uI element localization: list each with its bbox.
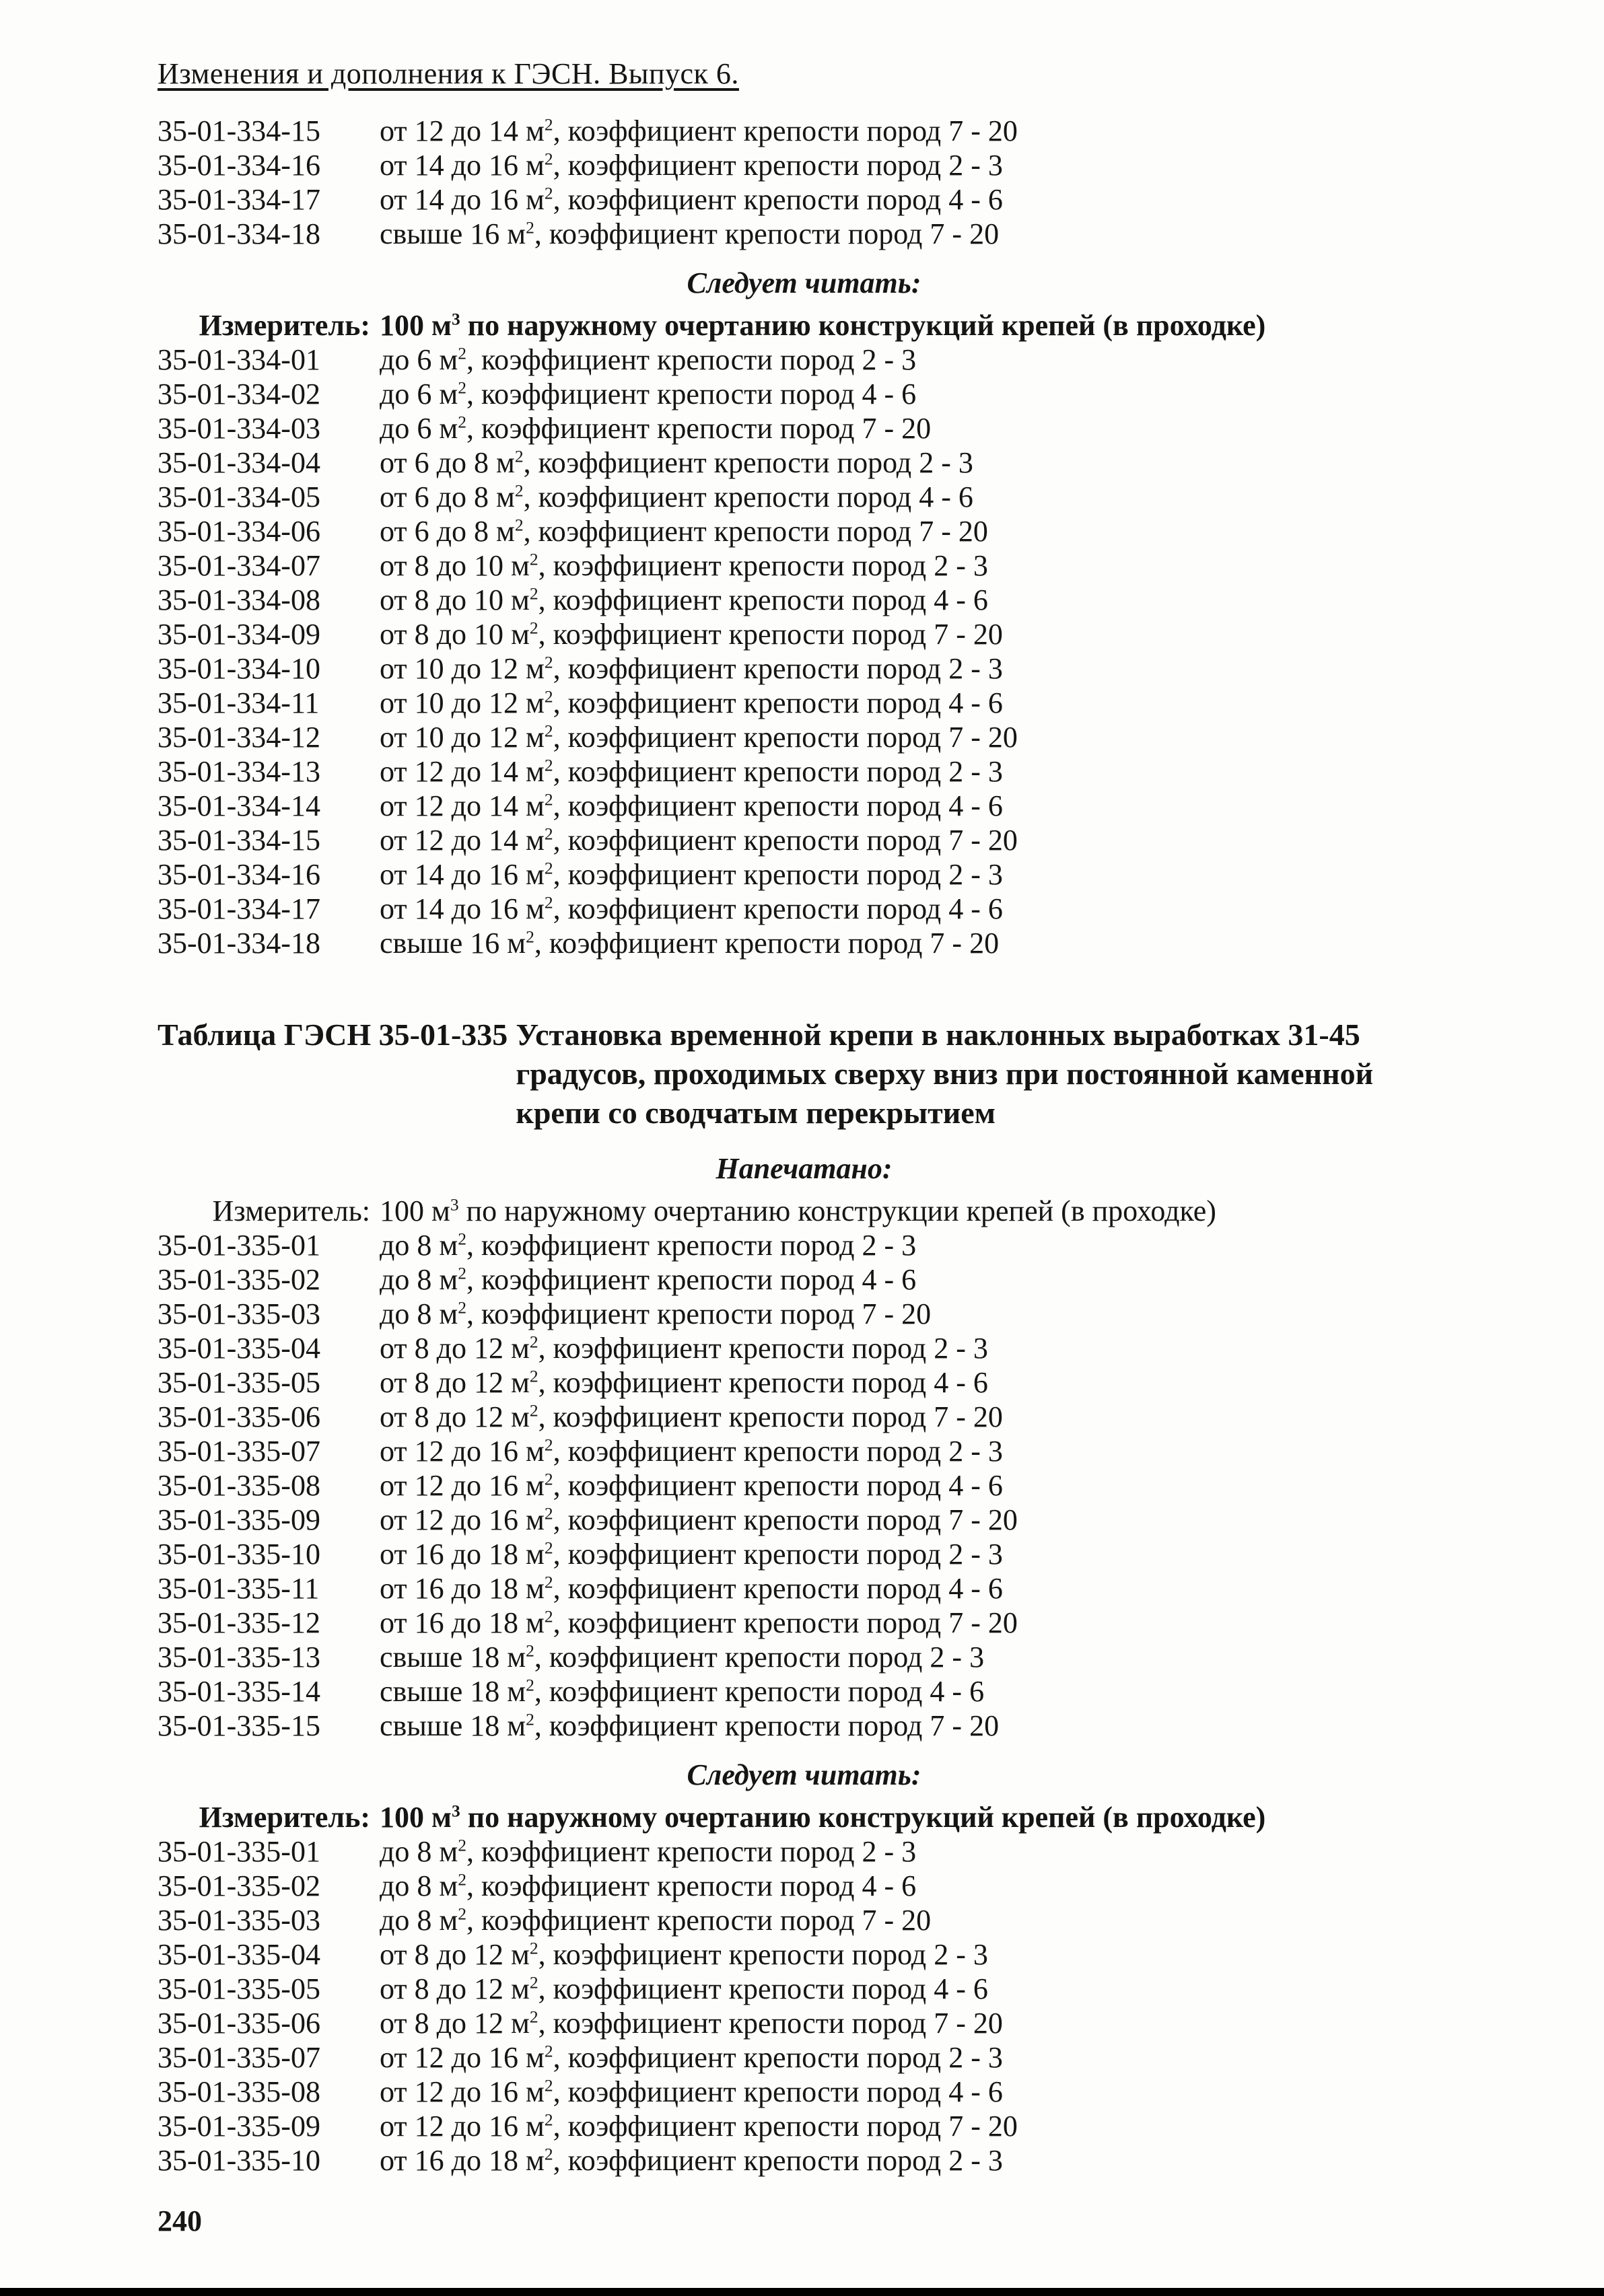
row-code: 35-01-334-08 [158,583,320,616]
row-code: 35-01-335-08 [158,1469,320,1502]
superscript: 2 [544,114,553,135]
superscript: 2 [544,2075,553,2095]
row-description: от 12 до 16 $м^2$, коэффициент крепости пород 2 - 3 [380,2041,1003,2074]
table-row [158,1297,1451,1331]
superscript: 2 [544,1503,553,1523]
row-description: до 8 $м^2$, коэффициент крепости пород 4 - 6 [380,1263,917,1296]
table-row [158,926,1451,960]
edit-marker: Следует читать: [687,266,921,299]
row-code: 35-01-335-09 [158,2110,320,2143]
row-code: 35-01-334-15 [158,824,320,857]
superscript: 2 [529,618,538,638]
table-row [158,686,1451,720]
superscript: 2 [544,1538,553,1558]
row-code: 35-01-335-07 [158,2041,320,2074]
row-code: 35-01-334-18 [158,217,320,250]
row-description: от 12 до 16 $м^2$, коэффициент крепости пород 7 - 20 [380,1503,1018,1536]
table-row [158,2040,1451,2075]
table-row [158,754,1451,789]
table-row [158,114,1451,148]
row-code: 35-01-334-16 [158,858,320,891]
row-description: от 6 до 8 $м^2$, коэффициент крепости пород 4 - 6 [380,480,973,513]
superscript: 2 [544,2110,553,2130]
row-description: от 8 до 12 $м^2$, коэффициент крепости пород 7 - 20 [380,1400,1003,1433]
row-description: до 8 $м^2$, коэффициент крепости пород 2 - 3 [380,1229,917,1262]
table-title-line: градусов, проходимых сверху вниз при постоянной каменной [516,1056,1374,1091]
table-row [158,583,1451,617]
row-description: от 14 до 16 $м^2$, коэффициент крепости пород 2 - 3 [380,858,1003,891]
table-334-printed-tail [158,114,1451,251]
row-description: до 6 $м^2$, коэффициент крепости пород 4 - 6 [380,378,917,410]
measure-line [158,1800,1451,1834]
table-row [158,857,1451,892]
table-row [158,411,1451,445]
superscript: 2 [544,789,553,810]
row-code: 35-01-334-12 [158,721,320,754]
row-description: свыше 16 $м^2$, коэффициент крепости пород 7 - 20 [380,217,1000,250]
table-row [158,514,1451,548]
superscript: 2 [529,2007,538,2027]
superscript: 2 [529,1332,538,1352]
row-code: 35-01-335-11 [158,1572,320,1605]
measure-label: Измеритель: [199,1801,370,1834]
row-description: от 8 до 12 $м^2$, коэффициент крепости пород 2 - 3 [380,1332,988,1365]
superscript: 2 [529,1400,538,1421]
table-title-number: Таблица ГЭСН 35-01-335 [158,1017,508,1052]
table-row [158,823,1451,857]
superscript: 2 [544,2144,553,2164]
superscript: 2 [529,1972,538,1993]
table-row [158,480,1451,514]
table-title-line: Установка временной крепи в наклонных выработках 31-45 [516,1017,1360,1052]
row-description: от 16 до 18 $м^2$, коэффициент крепости пород 2 - 3 [380,2144,1003,2177]
measure-value: 100 $м^3$ по наружному очертанию конструкций крепей (в проходке) [380,1801,1266,1834]
table-row [158,1972,1451,2006]
superscript: 2 [544,1435,553,1455]
row-code: 35-01-334-18 [158,927,320,960]
row-code: 35-01-334-16 [158,149,320,182]
superscript: 2 [544,1572,553,1592]
table-334-corrected [158,343,1451,960]
table-row [158,892,1451,926]
table-row [158,2109,1451,2143]
table-row [158,1468,1451,1503]
row-code: 35-01-335-08 [158,2075,320,2108]
row-code: 35-01-335-07 [158,1435,320,1468]
table-row [158,2075,1451,2109]
table-row [158,1937,1451,1972]
superscript: 2 [526,927,534,947]
superscript: 2 [544,652,553,672]
table-row [158,1537,1451,1571]
table-row [158,617,1451,651]
row-code: 35-01-335-10 [158,2144,320,2177]
superscript: 2 [526,1675,534,1695]
running-header: Изменения и дополнения к ГЭСН. Выпуск 6. [158,57,739,90]
measure-line [158,1194,1451,1228]
row-description: от 10 до 12 $м^2$, коэффициент крепости пород 7 - 20 [380,721,1018,754]
superscript: 2 [458,1835,466,1855]
superscript: 2 [544,149,553,169]
edit-marker: Напечатано: [716,1152,893,1185]
row-code: 35-01-335-12 [158,1606,320,1639]
row-code: 35-01-335-10 [158,1538,320,1571]
superscript: 2 [544,1606,553,1626]
table-row [158,1903,1451,1937]
row-description: от 14 до 16 $м^2$, коэффициент крепости пород 2 - 3 [380,149,1003,182]
row-code: 35-01-334-03 [158,412,320,445]
row-code: 35-01-335-02 [158,1263,320,1296]
table-row [158,1331,1451,1365]
row-code: 35-01-334-17 [158,892,320,925]
table-row [158,1228,1451,1262]
superscript: 2 [458,1869,466,1890]
scan-artifact-bottom-edge [0,2288,1604,2296]
row-description: от 12 до 16 $м^2$, коэффициент крепости пород 4 - 6 [380,2075,1003,2108]
superscript: 2 [529,583,538,604]
row-code: 35-01-335-05 [158,1366,320,1399]
table-row [158,1709,1451,1743]
row-code: 35-01-335-05 [158,1972,320,2005]
table-title-text [516,1015,1373,1133]
table-row [158,1400,1451,1434]
row-description: от 8 до 12 $м^2$, коэффициент крепости пород 2 - 3 [380,1938,988,1971]
table-row [158,1640,1451,1674]
superscript: 2 [544,824,553,844]
row-code: 35-01-334-14 [158,789,320,822]
table-row [158,651,1451,686]
row-description: от 12 до 16 $м^2$, коэффициент крепости пород 7 - 20 [380,2110,1018,2143]
row-description: от 12 до 14 $м^2$, коэффициент крепости пород 2 - 3 [380,755,1003,788]
row-description: от 12 до 16 $м^2$, коэффициент крепости пород 4 - 6 [380,1469,1003,1502]
row-code: 35-01-334-06 [158,515,320,548]
superscript: 3 [451,1801,460,1821]
row-description: от 12 до 14 $м^2$, коэффициент крепости пород 7 - 20 [380,824,1018,857]
table-row [158,148,1451,182]
table-row [158,1606,1451,1640]
superscript: 2 [458,1229,466,1249]
row-code: 35-01-335-03 [158,1297,320,1330]
table-row [158,2006,1451,2040]
row-description: от 8 до 10 $м^2$, коэффициент крепости пород 7 - 20 [380,618,1003,651]
row-code: 35-01-334-10 [158,652,320,685]
superscript: 2 [544,755,553,775]
superscript: 2 [529,1938,538,1958]
table-row [158,789,1451,823]
superscript: 2 [458,343,466,363]
table-335-printed [158,1228,1451,1743]
row-code: 35-01-335-02 [158,1869,320,1902]
superscript: 2 [544,858,553,878]
table-335-corrected [158,1834,1451,2178]
superscript: 2 [458,1297,466,1318]
row-code: 35-01-335-14 [158,1675,320,1708]
row-code: 35-01-334-11 [158,686,320,719]
table-row [158,1262,1451,1297]
row-description: от 14 до 16 $м^2$, коэффициент крепости пород 4 - 6 [380,892,1003,925]
table-row [158,1571,1451,1606]
table-row [158,720,1451,754]
superscript: 2 [458,378,466,398]
superscript: 2 [544,686,553,707]
row-code: 35-01-334-05 [158,480,320,513]
row-code: 35-01-335-03 [158,1904,320,1937]
row-description: от 10 до 12 $м^2$, коэффициент крепости пород 2 - 3 [380,652,1003,685]
measure-value: 100 $м^3$ по наружному очертанию конструкции крепей (в проходке) [380,1194,1216,1227]
measure-value: 100 $м^3$ по наружному очертанию конструкций крепей (в проходке) [380,309,1266,342]
superscript: 2 [458,412,466,432]
superscript: 2 [514,446,524,466]
row-code: 35-01-335-06 [158,1400,320,1433]
row-code: 35-01-334-15 [158,114,320,147]
superscript: 2 [529,549,538,569]
measure-label: Измеритель: [212,1194,370,1227]
row-description: до 8 $м^2$, коэффициент крепости пород 7 - 20 [380,1297,932,1330]
table-row [158,377,1451,411]
row-description: свыше 18 $м^2$, коэффициент крепости пород 2 - 3 [380,1641,985,1674]
row-description: от 16 до 18 $м^2$, коэффициент крепости пород 2 - 3 [380,1538,1003,1571]
row-description: от 12 до 14 $м^2$, коэффициент крепости пород 4 - 6 [380,789,1003,822]
row-code: 35-01-334-09 [158,618,320,651]
table-row [158,217,1451,251]
table-row [158,1503,1451,1537]
row-code: 35-01-335-15 [158,1709,320,1742]
row-code: 35-01-335-04 [158,1938,320,1971]
row-description: свыше 16 $м^2$, коэффициент крепости пород 7 - 20 [380,927,1000,960]
row-code: 35-01-334-04 [158,446,320,479]
row-code: 35-01-335-04 [158,1332,320,1365]
row-code: 35-01-335-01 [158,1229,320,1262]
row-description: от 6 до 8 $м^2$, коэффициент крепости пород 7 - 20 [380,515,988,548]
row-description: от 12 до 14 $м^2$, коэффициент крепости пород 7 - 20 [380,114,1018,147]
row-description: от 8 до 10 $м^2$, коэффициент крепости пород 4 - 6 [380,583,988,616]
row-code: 35-01-335-01 [158,1835,320,1868]
row-description: от 12 до 16 $м^2$, коэффициент крепости пород 2 - 3 [380,1435,1003,1468]
table-row [158,2143,1451,2178]
superscript: 2 [544,892,553,912]
row-code: 35-01-335-13 [158,1641,320,1674]
row-code: 35-01-335-09 [158,1503,320,1536]
row-description: от 8 до 12 $м^2$, коэффициент крепости пород 4 - 6 [380,1972,988,2005]
superscript: 2 [526,1641,534,1661]
table-row [158,343,1451,377]
superscript: 2 [529,1366,538,1386]
superscript: 2 [544,2041,553,2061]
row-description: свыше 18 $м^2$, коэффициент крепости пород 4 - 6 [380,1675,985,1708]
row-code: 35-01-334-01 [158,343,320,376]
superscript: 2 [458,1263,466,1283]
measure-label: Измеритель: [199,309,370,342]
table-row [158,1834,1451,1869]
row-description: от 8 до 12 $м^2$, коэффициент крепости пород 7 - 20 [380,2007,1003,2040]
row-description: свыше 18 $м^2$, коэффициент крепости пород 7 - 20 [380,1709,1000,1742]
superscript: 3 [450,1194,459,1215]
table-row [158,1365,1451,1400]
table-row [158,1674,1451,1709]
page-number: 240 [158,2204,202,2237]
row-description: от 16 до 18 $м^2$, коэффициент крепости пород 7 - 20 [380,1606,1018,1639]
table-row [158,445,1451,480]
row-description: от 8 до 10 $м^2$, коэффициент крепости пород 2 - 3 [380,549,988,582]
document-content [158,114,1451,2178]
table-row [158,1434,1451,1468]
row-description: от 16 до 18 $м^2$, коэффициент крепости пород 4 - 6 [380,1572,1003,1605]
row-code: 35-01-335-06 [158,2007,320,2040]
row-code: 35-01-334-17 [158,183,320,216]
table-title [158,1015,1451,1133]
superscript: 2 [544,721,553,741]
superscript: 2 [514,515,524,535]
table-row [158,1869,1451,1903]
table-row [158,182,1451,217]
superscript: 3 [451,309,460,329]
superscript: 2 [526,217,534,238]
row-description: от 14 до 16 $м^2$, коэффициент крепости пород 4 - 6 [380,183,1003,216]
superscript: 2 [458,1904,466,1924]
superscript: 2 [544,183,553,203]
row-code: 35-01-334-07 [158,549,320,582]
edit-marker: Следует читать: [687,1758,921,1791]
row-description: до 6 $м^2$, коэффициент крепости пород 2 - 3 [380,343,917,376]
row-description: от 8 до 12 $м^2$, коэффициент крепости пород 4 - 6 [380,1366,988,1399]
row-description: от 6 до 8 $м^2$, коэффициент крепости пород 2 - 3 [380,446,973,479]
row-description: до 8 $м^2$, коэффициент крепости пород 4 - 6 [380,1869,917,1902]
table-title-line: крепи со сводчатым перекрытием [516,1096,996,1130]
row-description: от 10 до 12 $м^2$, коэффициент крепости пород 4 - 6 [380,686,1003,719]
superscript: 2 [544,1469,553,1489]
row-code: 35-01-334-02 [158,378,320,410]
measure-line [158,308,1451,343]
row-code: 35-01-334-13 [158,755,320,788]
table-row [158,548,1451,583]
superscript: 2 [526,1709,534,1729]
row-description: до 8 $м^2$, коэффициент крепости пород 2 - 3 [380,1835,917,1868]
row-description: до 8 $м^2$, коэффициент крепости пород 7 - 20 [380,1904,932,1937]
superscript: 2 [514,480,524,501]
row-description: до 6 $м^2$, коэффициент крепости пород 7 - 20 [380,412,932,445]
